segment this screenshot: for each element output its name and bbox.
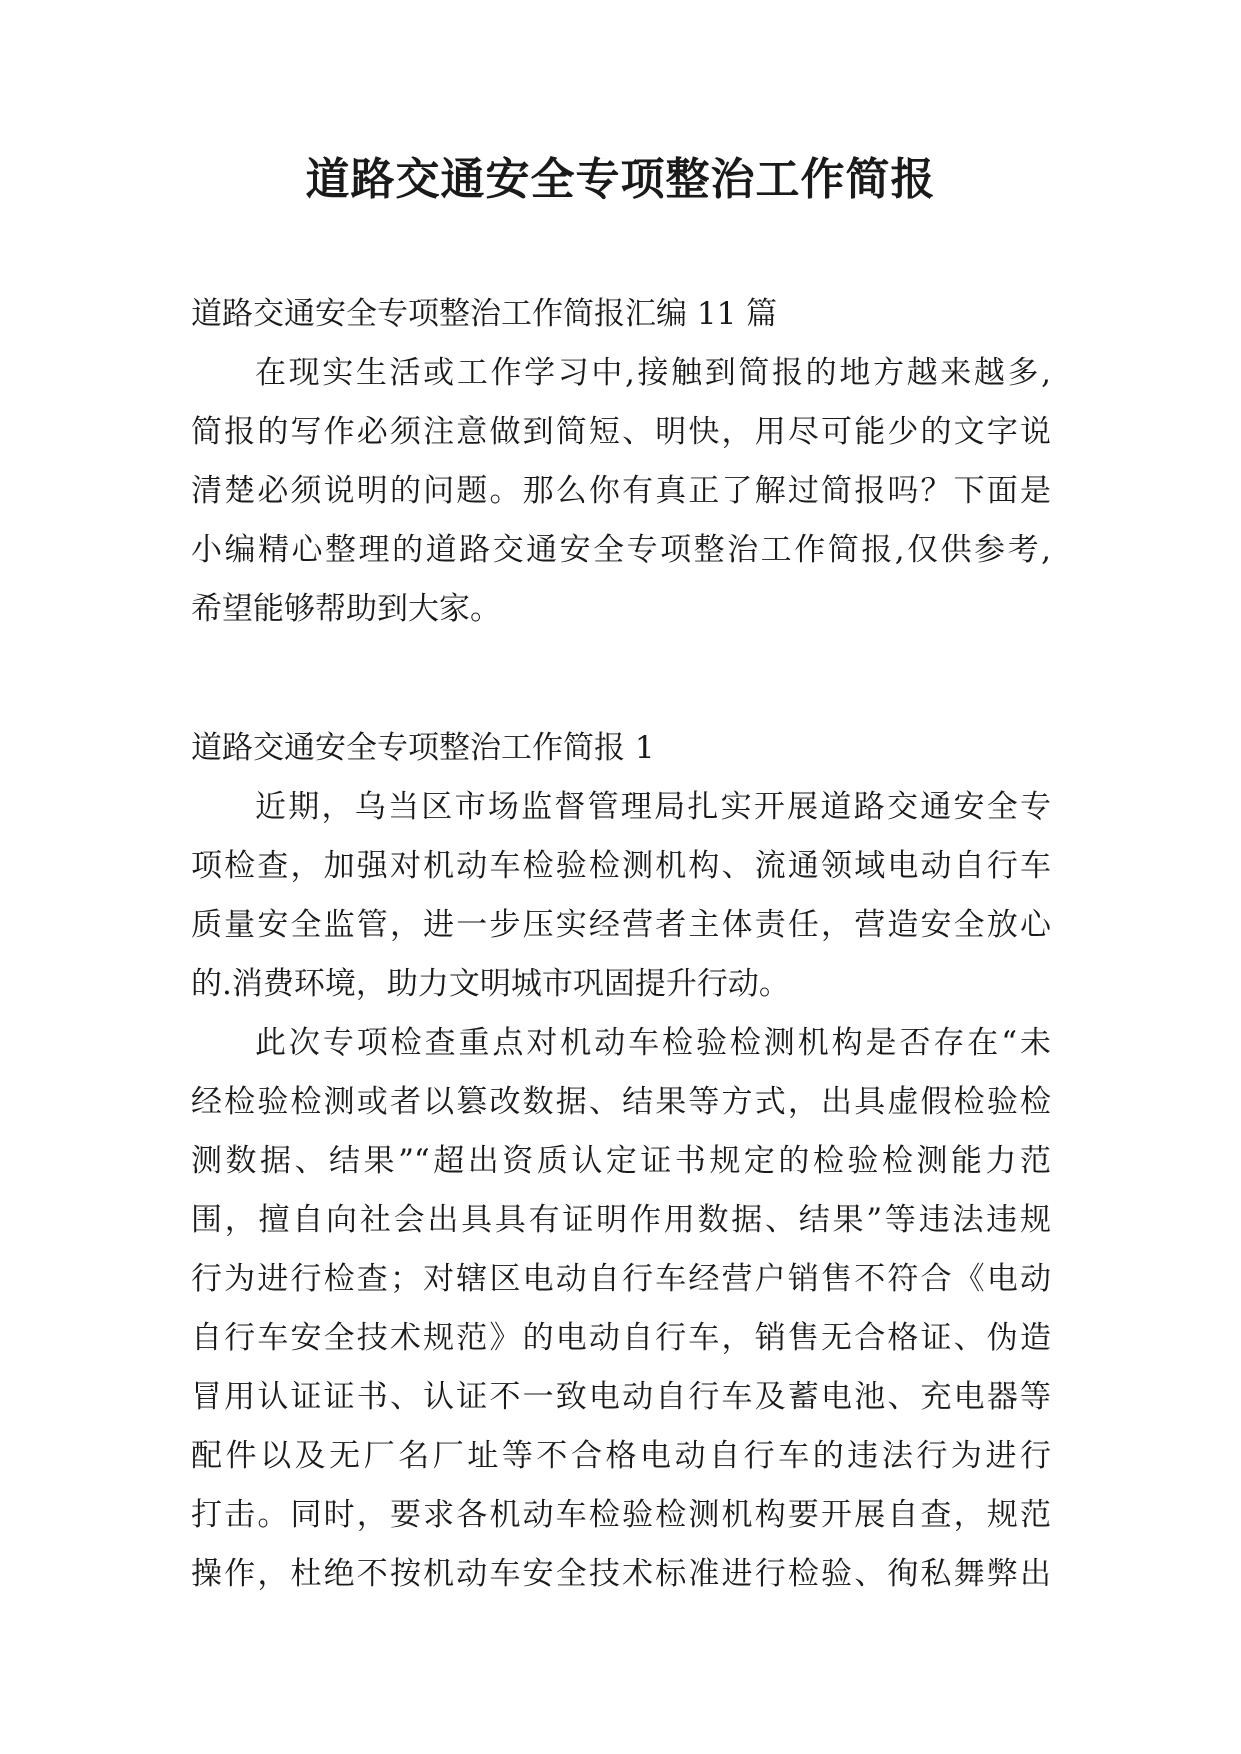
paragraph-line: 质量安全监管，进一步压实经营者主体责任，营造安全放心 bbox=[191, 907, 1051, 943]
intro-paragraph bbox=[191, 344, 1051, 639]
paragraph-line: 冒用认证证书、认证不一致电动自行车及蓄电池、充电器等 bbox=[191, 1379, 1051, 1415]
paragraph-line: 行为进行检查；对辖区电动自行车经营户销售不符合《电动 bbox=[191, 1261, 1051, 1297]
intro-line: 在现实生活或工作学习中,接触到简报的地方越来越多, bbox=[255, 355, 1051, 391]
paragraph-line: 自行车安全技术规范》的电动自行车，销售无合格证、伪造 bbox=[191, 1320, 1051, 1356]
document-title: 道路交通安全专项整治工作简报 bbox=[305, 154, 936, 205]
paragraph-line: 配件以及无厂名厂址等不合格电动自行车的违法行为进行 bbox=[191, 1438, 1051, 1474]
section-paragraph-2 bbox=[191, 1014, 1051, 1604]
document-body bbox=[191, 285, 1051, 1604]
compilation-heading: 道路交通安全专项整治工作简报汇编 11 篇 bbox=[191, 296, 778, 332]
intro-line: 清楚必须说明的问题。那么你有真正了解过简报吗？下面是 bbox=[191, 473, 1051, 509]
paragraph-line: 围，擅自向社会出具具有证明作用数据、结果”等违法违规 bbox=[191, 1202, 1051, 1238]
section-heading: 道路交通安全专项整治工作简报 1 bbox=[191, 730, 655, 766]
paragraph-line: 的.消费环境，助力文明城市巩固提升行动。 bbox=[191, 966, 790, 1002]
paragraph-line: 测数据、结果”“超出资质认定证书规定的检验检测能力范 bbox=[191, 1143, 1051, 1179]
section-spacer bbox=[191, 639, 1051, 719]
paragraph-line: 操作，杜绝不按机动车安全技术标准进行检验、徇私舞弊出 bbox=[191, 1556, 1051, 1592]
intro-line: 简报的写作必须注意做到简短、明快，用尽可能少的文字说 bbox=[191, 414, 1051, 450]
paragraph-line: 项检查，加强对机动车检验检测机构、流通领域电动自行车 bbox=[191, 848, 1051, 884]
paragraph-line: 近期，乌当区市场监督管理局扎实开展道路交通安全专 bbox=[255, 789, 1051, 825]
paragraph-line: 打击。同时，要求各机动车检验检测机构要开展自查，规范 bbox=[191, 1497, 1051, 1533]
intro-line: 希望能够帮助到大家。 bbox=[191, 591, 501, 627]
paragraph-line: 此次专项检查重点对机动车检验检测机构是否存在“未 bbox=[255, 1025, 1051, 1061]
intro-line: 小编精心整理的道路交通安全专项整治工作简报,仅供参考, bbox=[191, 532, 1051, 568]
section-paragraph-1 bbox=[191, 778, 1051, 1014]
paragraph-line: 经检验检测或者以篡改数据、结果等方式，出具虚假检验检 bbox=[191, 1084, 1051, 1120]
